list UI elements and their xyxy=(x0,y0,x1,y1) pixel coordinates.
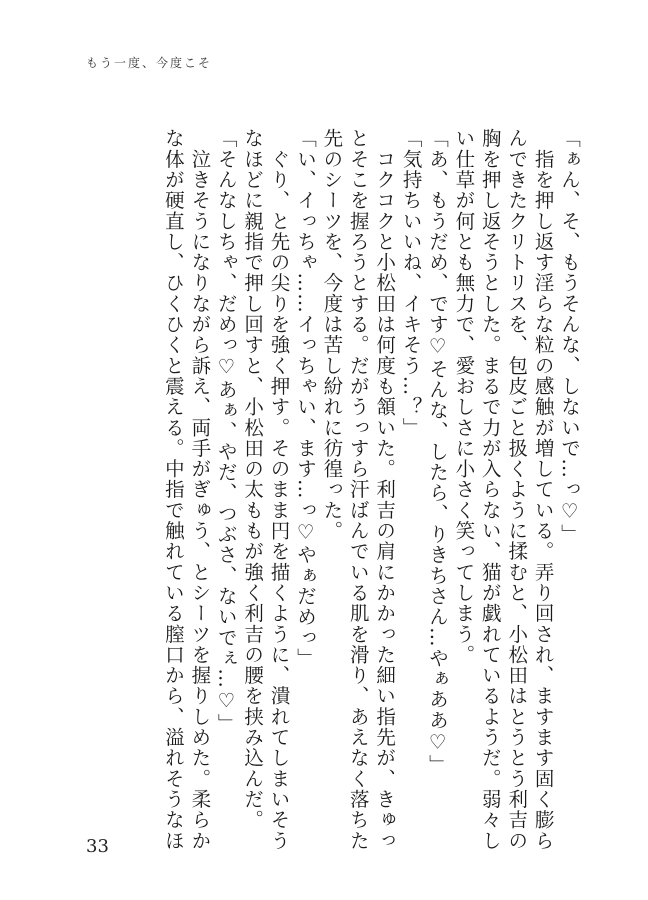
text-line: 先のシーツを、今度は苦し紛れに彷徨った。 xyxy=(320,128,344,541)
text-line: んできたクリトリスを、包皮ごと扱くように揉むと、小松田はとうとう利吉の xyxy=(505,128,529,851)
text-line: な体が硬直し、ひくひくと震える。中指で触れている膣口から、溢れそうなほ xyxy=(161,128,185,851)
text-line: 「ぁん、そ、もうそんな、しないで…っ♡」 xyxy=(558,128,581,545)
text-line: 泣きそうになりながら訴え、両手がぎゅう、とシーツを握りしめた。柔らか xyxy=(188,128,212,851)
text-line: なほどに親指で押し回すと、小松田の太ももが強く利吉の腰を挟み込んだ。 xyxy=(241,128,265,831)
text-line: い仕草が何とも無力で、愛おしさに小さく笑ってしまう。 xyxy=(452,128,476,665)
text-line: 「気持ちいいね、イキそう…？」 xyxy=(399,128,423,438)
page-number: 33 xyxy=(86,836,109,857)
text-line: とそこを握ろうとする。だがうっすら汗ばんでいる肌を滑り、あえなく落ちた xyxy=(346,128,370,851)
text-line: 「い、イっちゃ……イっちゃい、ます…っ♡やぁだめっ」 xyxy=(293,128,317,669)
text-line: 「そんなしちゃ、だめっ♡あぁ、やだ、つぶさ、ないでぇ…♡」 xyxy=(214,128,238,734)
text-line: コクコクと小松田は何度も頷いた。利吉の肩にかかった細い指先が、きゅっ xyxy=(373,128,397,851)
text-line: 「あ、もうだめ、です♡そんな、したら、りきちさん…やぁああ♡」 xyxy=(425,128,449,776)
text-line: 胸を押し返そうとした。まるで力が入らない、猫が戯れているようだ。弱々し xyxy=(478,128,502,851)
text-line: ぐり、と先の尖りを強く押す。そのまま円を描くように、潰れてしまいそう xyxy=(267,128,291,851)
running-header: もう一度、今度こそ xyxy=(86,56,213,70)
text-line: 指を押し返す淫らな粒の感触が増している。弄り回され、ますます固く膨ら xyxy=(531,128,555,851)
